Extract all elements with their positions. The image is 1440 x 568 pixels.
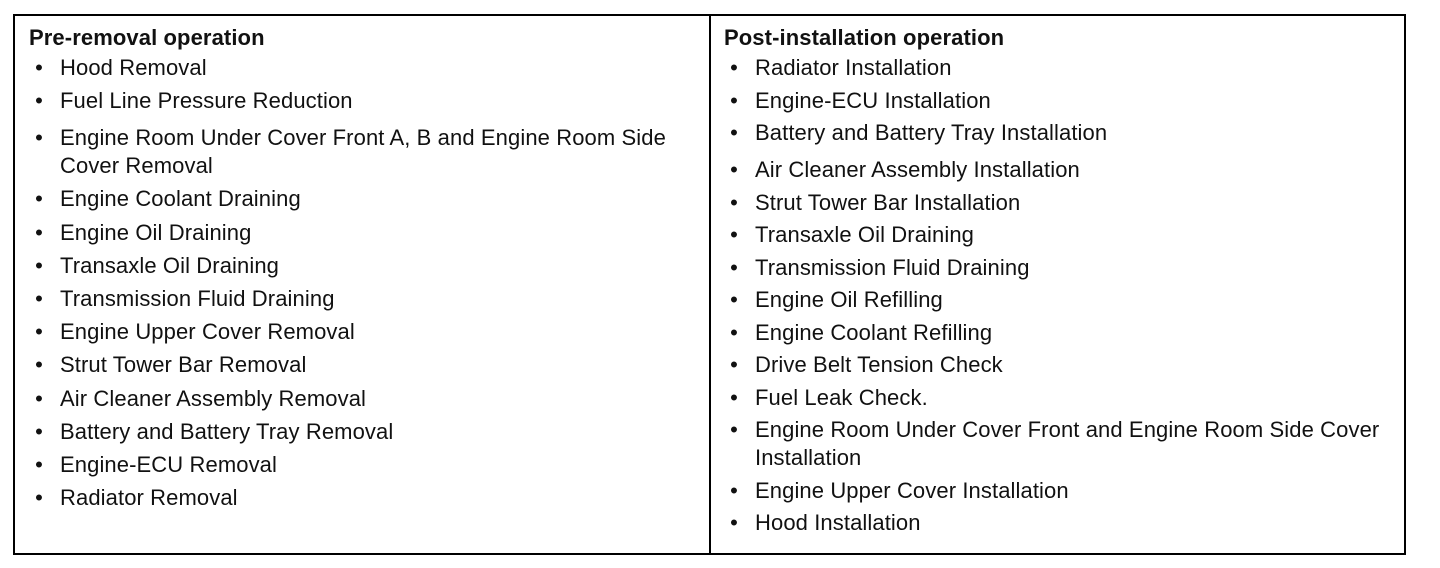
bullet-icon: •: [730, 319, 738, 345]
list-item: [29, 87, 709, 115]
bullet-icon: •: [35, 352, 43, 378]
bullet-icon: •: [35, 125, 43, 151]
list-item-text: Engine Oil Draining: [60, 219, 252, 245]
bullet-icon: •: [730, 510, 738, 535]
bullet-icon: •: [730, 120, 738, 145]
pre-removal-title: Pre-removal operation: [29, 25, 265, 50]
list-item-text: Engine Room Under Cover Front and Engine Room Side Cover Installation: [755, 417, 1380, 470]
pre-removal-column: [15, 16, 711, 553]
list-item-text: Strut Tower Bar Installation: [755, 189, 1021, 215]
list-item-text: Strut Tower Bar Removal: [60, 352, 307, 378]
list-item: [29, 219, 709, 247]
bullet-icon: •: [35, 186, 43, 212]
operations-table: [13, 14, 1406, 555]
list-item: [724, 119, 1404, 147]
list-item-text: Fuel Line Pressure Reduction: [60, 88, 353, 114]
list-item: [724, 87, 1404, 115]
bullet-icon: •: [35, 88, 43, 114]
post-installation-column: [711, 16, 1404, 553]
list-item: [29, 385, 709, 413]
list-item: [29, 351, 709, 379]
list-item: [724, 254, 1404, 282]
list-item-text: Engine-ECU Removal: [60, 451, 277, 477]
bullet-icon: •: [730, 87, 738, 113]
list-item-text: Engine Room Under Cover Front A, B and Engine Room Side Cover Removal: [60, 125, 666, 179]
bullet-icon: •: [35, 219, 43, 245]
list-item: [724, 156, 1404, 184]
list-item: [724, 221, 1404, 249]
list-item: [29, 318, 709, 346]
list-item: [29, 418, 709, 446]
list-item-text: Air Cleaner Assembly Removal: [60, 385, 367, 411]
list-item: [29, 451, 709, 479]
bullet-icon: •: [730, 352, 738, 377]
list-item-text: Transmission Fluid Draining: [60, 285, 335, 311]
list-item-text: Transaxle Oil Draining: [755, 222, 975, 247]
post-installation-title: Post-installation operation: [724, 25, 1005, 50]
list-item-text: Battery and Battery Tray Installation: [755, 120, 1108, 145]
list-item-text: Drive Belt Tension Check: [755, 352, 1003, 377]
list-item-text: Engine Coolant Draining: [60, 186, 301, 212]
list-item: [29, 185, 709, 213]
list-item: [724, 416, 1404, 472]
pre-removal-list: [29, 54, 709, 512]
bullet-icon: •: [35, 451, 43, 477]
list-item: [724, 189, 1404, 217]
list-item-text: Hood Installation: [755, 510, 921, 535]
list-item: [724, 477, 1404, 505]
list-item-text: Engine Coolant Refilling: [755, 319, 993, 345]
list-item: [724, 319, 1404, 347]
list-item-text: Air Cleaner Assembly Installation: [755, 157, 1080, 182]
list-item-text: Battery and Battery Tray Removal: [60, 418, 394, 444]
bullet-icon: •: [35, 55, 43, 80]
bullet-icon: •: [730, 254, 738, 280]
list-item-text: Radiator Installation: [755, 55, 952, 80]
list-item-text: Radiator Removal: [60, 485, 238, 511]
bullet-icon: •: [35, 418, 43, 444]
list-item: [29, 54, 709, 82]
post-installation-list: [724, 54, 1404, 537]
bullet-icon: •: [730, 189, 738, 215]
list-item: [29, 484, 709, 512]
bullet-icon: •: [730, 384, 738, 410]
bullet-icon: •: [35, 285, 43, 311]
bullet-icon: •: [730, 287, 738, 312]
bullet-icon: •: [730, 222, 738, 247]
list-item-text: Engine Oil Refilling: [755, 287, 943, 312]
list-item-text: Engine-ECU Installation: [755, 87, 991, 113]
list-item: [724, 286, 1404, 314]
list-item: [724, 351, 1404, 379]
bullet-icon: •: [35, 485, 43, 511]
list-item: [724, 54, 1404, 82]
bullet-icon: •: [35, 385, 43, 411]
list-item: [724, 384, 1404, 412]
list-item-text: Transaxle Oil Draining: [60, 252, 280, 278]
bullet-icon: •: [730, 417, 738, 442]
bullet-icon: •: [730, 157, 738, 182]
list-item-text: Engine Upper Cover Removal: [60, 319, 355, 345]
bullet-icon: •: [35, 252, 43, 278]
list-item-text: Transmission Fluid Draining: [755, 254, 1030, 280]
list-item: [724, 509, 1404, 537]
list-item-text: Hood Removal: [60, 55, 207, 80]
bullet-icon: •: [35, 319, 43, 345]
list-item: [29, 252, 709, 280]
list-item: [29, 285, 709, 313]
bullet-icon: •: [730, 55, 738, 80]
bullet-icon: •: [730, 477, 738, 503]
list-item-text: Fuel Leak Check.: [755, 384, 928, 410]
list-item: [29, 124, 709, 180]
list-item-text: Engine Upper Cover Installation: [755, 477, 1069, 503]
